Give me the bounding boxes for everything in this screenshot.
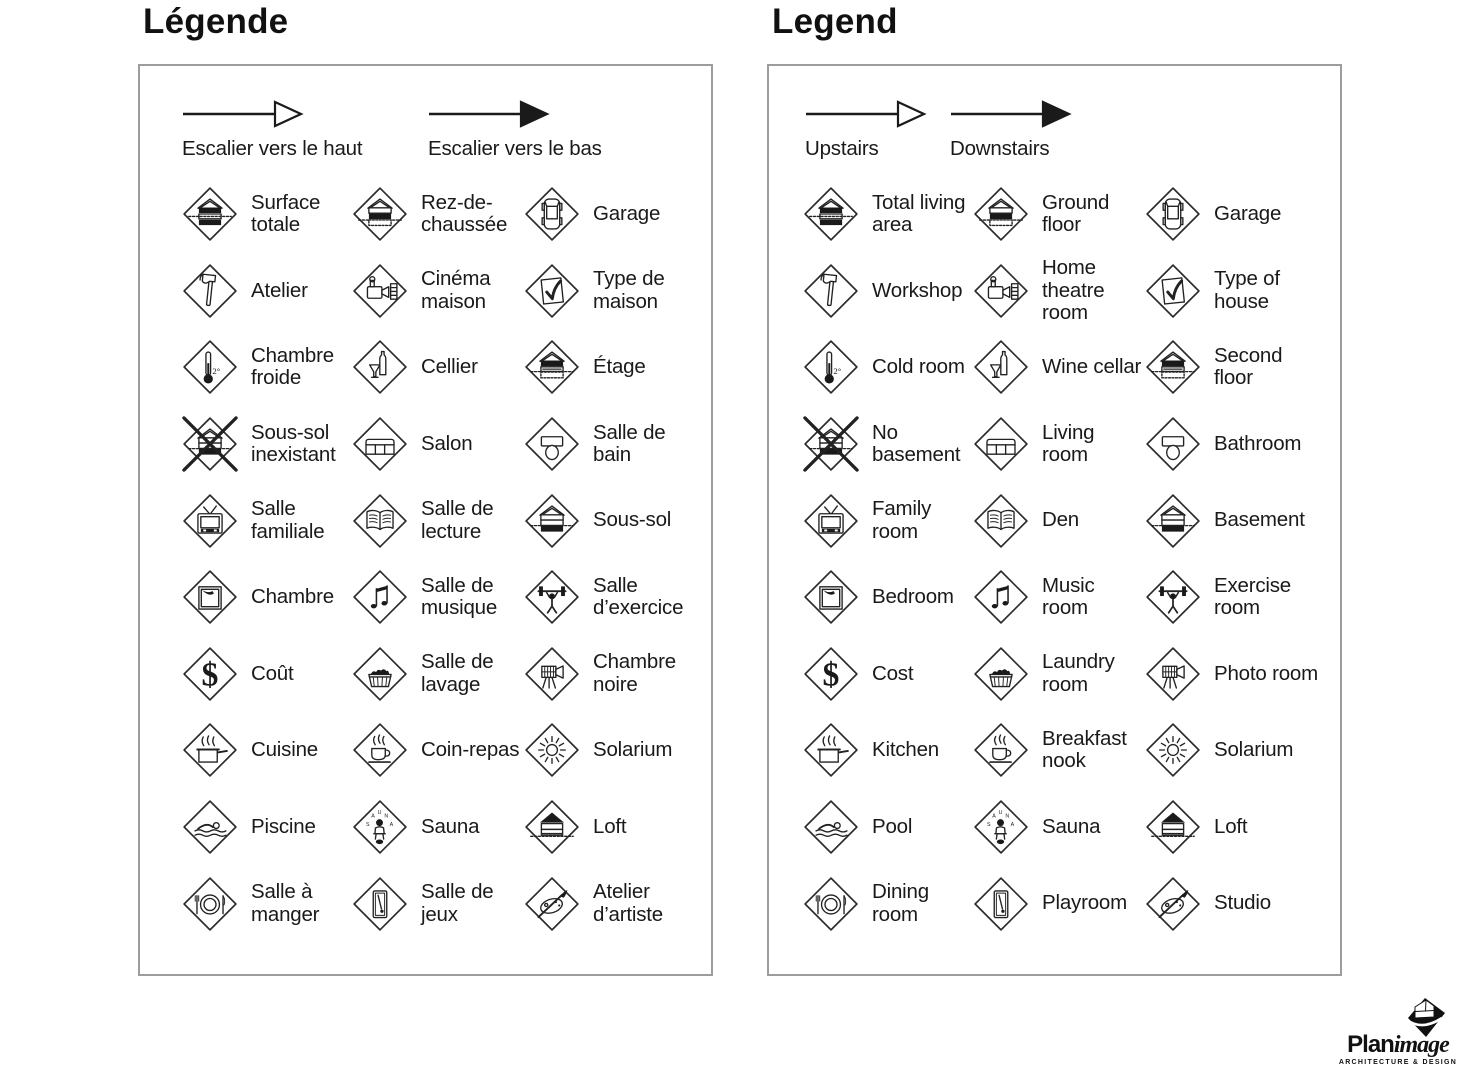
music-note-icon <box>973 569 1029 625</box>
legend-item <box>524 482 707 559</box>
legend-item-label: Workshop <box>872 278 963 302</box>
window-curtain-icon <box>803 569 859 625</box>
toilet-icon <box>1145 416 1201 472</box>
legend-item <box>803 789 973 866</box>
svg-text:$: $ <box>201 656 219 694</box>
legend-item-label: Salle familiale <box>251 497 325 543</box>
weight-lifter-icon <box>524 569 580 625</box>
legend-item-label: Second floor <box>1214 343 1283 390</box>
legend-items-grid <box>182 176 707 942</box>
svg-text:2°: 2° <box>833 366 842 377</box>
sofa-icon <box>352 416 408 472</box>
legend-item-label: Salle de musique <box>421 573 498 620</box>
car-icon <box>1145 186 1201 242</box>
coffee-cup-icon <box>352 722 408 778</box>
stairs-up-arrow-icon <box>182 100 362 128</box>
house-second-floor-icon <box>524 339 580 395</box>
legend-item <box>182 789 352 866</box>
legend-item-label: Breakfast nook <box>1042 726 1127 773</box>
legend-box-french <box>138 64 713 976</box>
stairs-down-legend <box>428 100 602 161</box>
legend-item <box>803 865 973 942</box>
legend-item <box>182 253 352 330</box>
sun-icon <box>524 722 580 778</box>
logo-brand-plan: Plan <box>1347 1031 1394 1058</box>
legend-item <box>803 636 973 713</box>
swimmer-icon <box>182 799 238 855</box>
svg-text:N: N <box>1005 813 1010 820</box>
house-crossed-out-icon <box>182 416 238 472</box>
toilet-icon <box>524 416 580 472</box>
billiard-table-icon <box>352 876 408 932</box>
open-book-icon <box>973 493 1029 549</box>
legend-item <box>973 712 1145 789</box>
legend-items-grid <box>803 176 1336 942</box>
legend-item <box>524 176 707 253</box>
house-all-floors-icon <box>182 186 238 242</box>
legend-item-label: Cinéma maison <box>421 267 491 313</box>
swimmer-icon <box>803 799 859 855</box>
legend-item-label: Chambre froide <box>251 343 334 390</box>
legend-item-label: Salon <box>421 431 473 455</box>
legend-item <box>973 789 1145 866</box>
legend-item <box>524 559 707 636</box>
sun-icon <box>1145 722 1201 778</box>
legend-item-label: Sous-sol <box>593 508 672 532</box>
legend-item-label: Cellier <box>421 355 478 379</box>
legend-item <box>1145 865 1336 942</box>
stairs-down-arrow-icon <box>428 100 602 128</box>
legend-item <box>1145 636 1336 713</box>
svg-text:S: S <box>987 822 991 829</box>
house-loft-icon <box>524 799 580 855</box>
svg-text:S: S <box>366 822 370 829</box>
house-ground-floor-icon <box>973 186 1029 242</box>
legend-item-label: Surface totale <box>251 190 321 237</box>
legend-item <box>352 482 524 559</box>
legend-item-label: Total living area <box>872 190 966 237</box>
film-projector-icon <box>973 263 1029 319</box>
television-icon <box>803 493 859 549</box>
legend-item-label: Garage <box>1214 202 1282 226</box>
legend-item <box>973 329 1145 406</box>
sauna-person-icon <box>973 799 1029 855</box>
legend-item-label: Sauna <box>1042 814 1101 838</box>
legend-item-label: Cost <box>872 661 914 685</box>
legend-item-label: Laundry room <box>1042 650 1115 696</box>
legend-item-label: Atelier <box>251 278 308 302</box>
legend-item-label: Ground floor <box>1042 190 1110 237</box>
billiard-table-icon <box>973 876 1029 932</box>
checked-box-icon <box>524 263 580 319</box>
open-book-icon <box>352 493 408 549</box>
legend-item-label: Chambre <box>251 585 334 609</box>
legend-item-label: Living room <box>1042 420 1095 467</box>
house-second-floor-icon <box>1145 339 1201 395</box>
dollar-sign-icon <box>182 646 238 702</box>
legend-item <box>973 865 1145 942</box>
legend-item-label: Loft <box>593 814 627 838</box>
svg-text:2°: 2° <box>212 366 221 377</box>
stairs-up-arrow-icon <box>805 100 927 128</box>
page-title-english: Legend <box>772 2 898 41</box>
logo-tagline: ARCHITECTURE & DESIGN <box>1338 1059 1458 1066</box>
svg-text:A: A <box>1010 822 1015 829</box>
legend-item-label: Bathroom <box>1214 431 1302 455</box>
television-icon <box>182 493 238 549</box>
planimage-logo <box>1330 997 1466 1066</box>
svg-text:$: $ <box>822 656 840 694</box>
svg-text:A: A <box>371 813 375 820</box>
cooking-pot-icon <box>803 722 859 778</box>
legend-item <box>182 482 352 559</box>
legend-item-label: No basement <box>872 420 961 467</box>
legend-item-label: Studio <box>1214 891 1271 915</box>
legend-item <box>803 176 973 253</box>
legend-item <box>524 636 707 713</box>
legend-item-label: Basement <box>1214 508 1305 532</box>
movie-camera-icon <box>524 646 580 702</box>
legend-item <box>352 406 524 483</box>
legend-item <box>182 176 352 253</box>
house-basement-icon <box>524 493 580 549</box>
stairs-down-arrow-icon <box>950 100 1072 128</box>
legend-item <box>803 329 973 406</box>
coffee-cup-icon <box>973 722 1029 778</box>
legend-item <box>973 176 1145 253</box>
legend-item-label: Type of house <box>1214 267 1280 313</box>
legend-item <box>352 559 524 636</box>
house-basement-icon <box>1145 493 1201 549</box>
sauna-person-icon <box>352 799 408 855</box>
legend-item <box>803 482 973 559</box>
legend-item <box>352 329 524 406</box>
legend-item <box>1145 329 1336 406</box>
music-note-icon <box>352 569 408 625</box>
legend-item <box>352 865 524 942</box>
legend-item-label: Salle à manger <box>251 880 320 926</box>
legend-item <box>803 712 973 789</box>
page-title-french: Légende <box>143 2 289 41</box>
legend-panel-english <box>767 0 1343 990</box>
stairs-up-legend <box>182 100 362 161</box>
checked-box-icon <box>1145 263 1201 319</box>
legend-item-label: Atelier d’artiste <box>593 880 663 926</box>
legend-item <box>352 253 524 330</box>
legend-item <box>1145 712 1336 789</box>
svg-text:A: A <box>389 822 394 829</box>
legend-item-label: Coin-repas <box>421 738 520 762</box>
legend-item <box>524 329 707 406</box>
legend-panel-french <box>138 0 714 990</box>
legend-item <box>973 406 1145 483</box>
stairs-up-label: Upstairs <box>805 137 879 160</box>
legend-item-label: Dining room <box>872 880 929 926</box>
legend-item-label: Salle d’exercice <box>593 573 684 620</box>
legend-item <box>182 636 352 713</box>
thermometer-icon <box>182 339 238 395</box>
legend-item <box>352 712 524 789</box>
stairs-up-legend <box>805 100 927 161</box>
laundry-basket-icon <box>352 646 408 702</box>
laundry-basket-icon <box>973 646 1029 702</box>
legend-item <box>524 253 707 330</box>
legend-item <box>352 176 524 253</box>
legend-item-label: Kitchen <box>872 738 939 762</box>
legend-item-label: Solarium <box>593 738 673 762</box>
legend-item-label: Salle de lecture <box>421 497 494 543</box>
legend-item-label: Wine cellar <box>1042 355 1142 379</box>
svg-text:U: U <box>377 810 382 817</box>
legend-item <box>1145 559 1336 636</box>
legend-item-label: Garage <box>593 202 661 226</box>
legend-box-english <box>767 64 1342 976</box>
logo-brand <box>1330 1033 1466 1057</box>
house-ground-floor-icon <box>352 186 408 242</box>
legend-item-label: Photo room <box>1214 661 1318 685</box>
weight-lifter-icon <box>1145 569 1201 625</box>
paint-palette-icon <box>524 876 580 932</box>
legend-item-label: Sauna <box>421 814 480 838</box>
legend-item <box>182 406 352 483</box>
legend-item <box>1145 406 1336 483</box>
legend-item-label: Salle de bain <box>593 420 666 467</box>
legend-item <box>973 559 1145 636</box>
svg-text:N: N <box>384 813 389 820</box>
legend-item-label: Playroom <box>1042 891 1127 915</box>
legend-item-label: Pool <box>872 814 913 838</box>
legend-item-label: Piscine <box>251 814 316 838</box>
legend-item-label: Den <box>1042 508 1080 532</box>
legend-item-label: Salle de jeux <box>421 880 494 926</box>
legend-item-label: Home theatre room <box>1042 256 1105 325</box>
legend-item-label: Chambre noire <box>593 650 676 696</box>
legend-item-label: Music room <box>1042 573 1095 620</box>
legend-item <box>182 329 352 406</box>
house-loft-icon <box>1145 799 1201 855</box>
legend-item <box>524 406 707 483</box>
legend-item <box>803 406 973 483</box>
svg-text:A: A <box>992 813 996 820</box>
stairs-down-label: Downstairs <box>950 137 1050 160</box>
plate-cutlery-icon <box>803 876 859 932</box>
legend-item-label: Exercise room <box>1214 573 1292 620</box>
legend-item <box>524 789 707 866</box>
legend-item-label: Étage <box>593 355 646 379</box>
legend-item <box>352 636 524 713</box>
logo-brand-image: image <box>1393 1032 1449 1058</box>
legend-item <box>524 865 707 942</box>
legend-item-label: Cuisine <box>251 738 318 762</box>
legend-item <box>182 559 352 636</box>
cooking-pot-icon <box>182 722 238 778</box>
legend-item <box>973 636 1145 713</box>
legend-item-label: Rez-de-chaussée <box>421 190 508 237</box>
window-curtain-icon <box>182 569 238 625</box>
legend-item <box>973 253 1145 330</box>
legend-item-label: Coût <box>251 661 294 685</box>
legend-item <box>1145 176 1336 253</box>
hammer-icon <box>803 263 859 319</box>
legend-item <box>1145 253 1336 330</box>
stairs-up-label: Escalier vers le haut <box>182 137 363 160</box>
legend-item-label: Sous-sol inexistant <box>251 420 336 467</box>
svg-text:U: U <box>998 810 1003 817</box>
legend-item <box>182 865 352 942</box>
stairs-down-legend <box>950 100 1072 161</box>
wine-bottle-glass-icon <box>352 339 408 395</box>
legend-item <box>1145 789 1336 866</box>
dollar-sign-icon <box>803 646 859 702</box>
house-crossed-out-icon <box>803 416 859 472</box>
legend-item <box>182 712 352 789</box>
legend-item-label: Salle de lavage <box>421 650 494 696</box>
movie-camera-icon <box>1145 646 1201 702</box>
wine-bottle-glass-icon <box>973 339 1029 395</box>
house-all-floors-icon <box>803 186 859 242</box>
legend-item-label: Cold room <box>872 355 965 379</box>
legend-item <box>524 712 707 789</box>
legend-item <box>803 559 973 636</box>
legend-item <box>352 789 524 866</box>
legend-item-label: Solarium <box>1214 738 1294 762</box>
legend-item-label: Loft <box>1214 814 1248 838</box>
legend-item <box>1145 482 1336 559</box>
legend-item <box>803 253 973 330</box>
stairs-down-label: Escalier vers le bas <box>428 137 602 160</box>
hammer-icon <box>182 263 238 319</box>
legend-item <box>973 482 1145 559</box>
plate-cutlery-icon <box>182 876 238 932</box>
car-icon <box>524 186 580 242</box>
legend-item-label: Family room <box>872 497 932 543</box>
legend-item-label: Type de maison <box>593 267 665 313</box>
film-projector-icon <box>352 263 408 319</box>
paint-palette-icon <box>1145 876 1201 932</box>
legend-item-label: Bedroom <box>872 585 954 609</box>
sofa-icon <box>973 416 1029 472</box>
thermometer-icon <box>803 339 859 395</box>
